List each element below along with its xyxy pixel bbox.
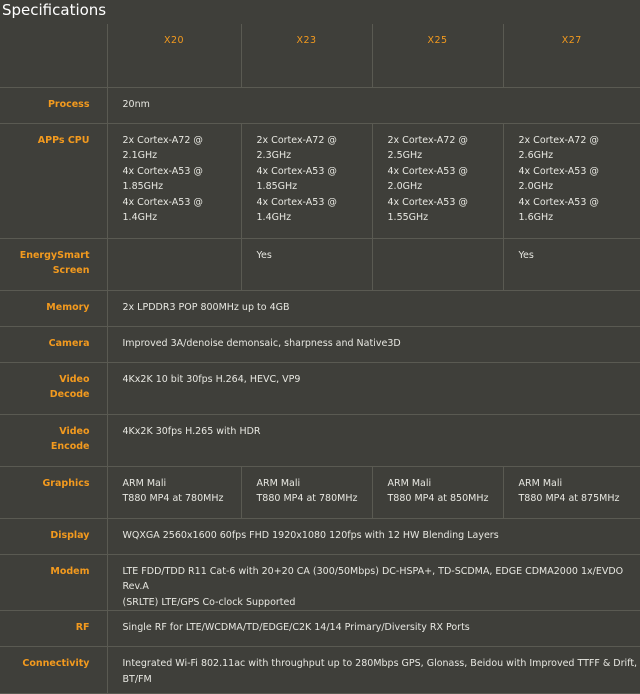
row-label: Memory bbox=[0, 290, 107, 326]
cpu-line: 2.0GHz bbox=[388, 179, 503, 195]
cpu-line: 4x Cortex-A53 @ bbox=[519, 195, 640, 211]
model-header: X25 bbox=[372, 24, 503, 87]
cpu-line: 4x Cortex-A53 @ bbox=[388, 195, 503, 211]
cpu-line: 2.0GHz bbox=[519, 179, 640, 195]
cpu-line: 2x Cortex-A72 @ bbox=[257, 133, 372, 149]
row-label: Camera bbox=[0, 326, 107, 362]
video-decode-row bbox=[0, 362, 640, 414]
connectivity-row bbox=[0, 647, 640, 694]
row-label-line: Screen bbox=[0, 263, 90, 279]
graphics-line: T880 MP4 at 875MHz bbox=[519, 491, 640, 507]
page-title: Specifications bbox=[2, 0, 106, 20]
row-label: Process bbox=[0, 87, 107, 123]
graphics-cell bbox=[241, 466, 372, 518]
modem-line: (SRLTE) LTE/GPS Co-clock Supported bbox=[123, 595, 640, 611]
graphics-cell bbox=[503, 466, 640, 518]
energysmart-row bbox=[0, 238, 640, 290]
camera-row bbox=[0, 326, 640, 362]
energy-value bbox=[107, 238, 241, 290]
cpu-cell bbox=[372, 123, 503, 238]
video-decode-value: 4Kx2K 10 bit 30fps H.264, HEVC, VP9 bbox=[107, 362, 640, 414]
row-label-line: EnergySmart bbox=[0, 248, 90, 264]
cpu-line: 2.1GHz bbox=[123, 148, 241, 164]
cpu-cell bbox=[503, 123, 640, 238]
graphics-line: T880 MP4 at 780MHz bbox=[257, 491, 372, 507]
connectivity-line: BT/FM bbox=[123, 672, 640, 688]
cpu-line: 4x Cortex-A53 @ bbox=[257, 164, 372, 180]
cpu-line: 2.5GHz bbox=[388, 148, 503, 164]
model-header: X23 bbox=[241, 24, 372, 87]
display-row bbox=[0, 518, 640, 554]
graphics-line: ARM Mali bbox=[388, 476, 503, 492]
row-label-line: Video bbox=[0, 372, 90, 388]
video-encode-value: 4Kx2K 30fps H.265 with HDR bbox=[107, 414, 640, 466]
cpu-cell bbox=[107, 123, 241, 238]
modem-value bbox=[107, 554, 640, 611]
cpu-line: 2x Cortex-A72 @ bbox=[388, 133, 503, 149]
process-value: 20nm bbox=[107, 87, 640, 123]
apps-cpu-row bbox=[0, 123, 640, 238]
rf-value: Single RF for LTE/WCDMA/TD/EDGE/C2K 14/14 Primary/Diversity RX Ports bbox=[107, 611, 640, 647]
graphics-line: ARM Mali bbox=[123, 476, 241, 492]
graphics-cell bbox=[107, 466, 241, 518]
memory-row bbox=[0, 290, 640, 326]
row-label: Connectivity bbox=[0, 647, 107, 694]
cpu-cell bbox=[241, 123, 372, 238]
cpu-line: 1.6GHz bbox=[519, 210, 640, 226]
graphics-line: ARM Mali bbox=[519, 476, 640, 492]
cpu-line: 2x Cortex-A72 @ bbox=[519, 133, 640, 149]
camera-value: Improved 3A/denoise demonsaic, sharpness and Native3D bbox=[107, 326, 640, 362]
row-label bbox=[0, 238, 107, 290]
display-value: WQXGA 2560x1600 60fps FHD 1920x1080 120fps with 12 HW Blending Layers bbox=[107, 518, 640, 554]
energy-value: Yes bbox=[503, 238, 640, 290]
connectivity-line: Integrated Wi-Fi 802.11ac with throughput up to 280Mbps GPS, Glonass, Beidou with Improved TTFF & Drift, bbox=[123, 656, 640, 672]
graphics-line: T880 MP4 at 850MHz bbox=[388, 491, 503, 507]
cpu-line: 4x Cortex-A53 @ bbox=[388, 164, 503, 180]
row-label: RF bbox=[0, 611, 107, 647]
row-label bbox=[0, 362, 107, 414]
rf-row bbox=[0, 611, 640, 647]
row-label: Graphics bbox=[0, 466, 107, 518]
row-label-line: Decode bbox=[0, 387, 90, 403]
memory-value: 2x LPDDR3 POP 800MHz up to 4GB bbox=[107, 290, 640, 326]
cpu-line: 4x Cortex-A53 @ bbox=[123, 195, 241, 211]
header-row bbox=[0, 24, 640, 87]
model-header: X27 bbox=[503, 24, 640, 87]
cpu-line: 4x Cortex-A53 @ bbox=[123, 164, 241, 180]
video-encode-row bbox=[0, 414, 640, 466]
cpu-line: 4x Cortex-A53 @ bbox=[519, 164, 640, 180]
graphics-line: T880 MP4 at 780MHz bbox=[123, 491, 241, 507]
cpu-line: 2.6GHz bbox=[519, 148, 640, 164]
energy-value: Yes bbox=[241, 238, 372, 290]
modem-row bbox=[0, 554, 640, 611]
model-header: X20 bbox=[107, 24, 241, 87]
graphics-row bbox=[0, 466, 640, 518]
process-row bbox=[0, 87, 640, 123]
energy-value bbox=[372, 238, 503, 290]
row-label: APPs CPU bbox=[0, 123, 107, 238]
row-label bbox=[0, 414, 107, 466]
connectivity-value bbox=[107, 647, 640, 694]
specifications-table bbox=[0, 24, 640, 694]
cpu-line: 2x Cortex-A72 @ bbox=[123, 133, 241, 149]
modem-line: LTE FDD/TDD R11 Cat-6 with 20+20 CA (300/50Mbps) DC-HSPA+, TD-SCDMA, EDGE CDMA2000 1x/EVDO Rev.A bbox=[123, 564, 640, 595]
graphics-line: ARM Mali bbox=[257, 476, 372, 492]
row-label: Modem bbox=[0, 554, 107, 611]
cpu-line: 4x Cortex-A53 @ bbox=[257, 195, 372, 211]
cpu-line: 1.85GHz bbox=[123, 179, 241, 195]
row-label-line: Encode bbox=[0, 439, 90, 455]
cpu-line: 1.85GHz bbox=[257, 179, 372, 195]
row-label: Display bbox=[0, 518, 107, 554]
cpu-line: 1.55GHz bbox=[388, 210, 503, 226]
graphics-cell bbox=[372, 466, 503, 518]
row-label-line: Video bbox=[0, 424, 90, 440]
cpu-line: 2.3GHz bbox=[257, 148, 372, 164]
header-corner bbox=[0, 24, 107, 87]
cpu-line: 1.4GHz bbox=[123, 210, 241, 226]
cpu-line: 1.4GHz bbox=[257, 210, 372, 226]
